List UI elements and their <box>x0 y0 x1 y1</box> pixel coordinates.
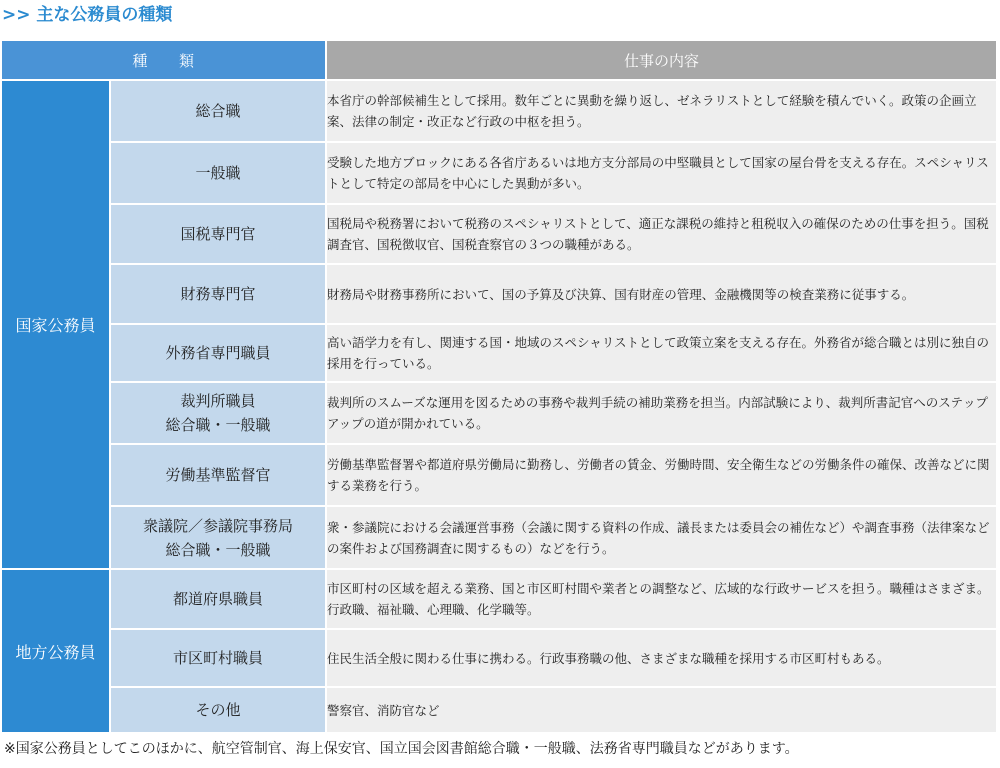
job-description: 労働基準監督署や都道府県労働局に勤務し、労働者の賃金、労働時間、安全衛生などの労働条件の確保、改善などに関する業務を行う。 <box>326 444 996 506</box>
table-row <box>2 444 996 506</box>
job-type: 外務省専門職員 <box>110 324 326 382</box>
table-row <box>2 569 996 629</box>
job-description: 国税局や税務署において税務のスペシャリストとして、適正な課税の維持と租税収入の確保のための仕事を担う。国税調査官、国税徴収官、国税査察官の３つの職種がある。 <box>326 204 996 264</box>
table-header-row <box>2 41 996 80</box>
table-row <box>2 204 996 264</box>
job-type: 衆議院／参議院事務局 総合職・一般職 <box>110 506 326 569</box>
table-row <box>2 382 996 444</box>
table-row <box>2 264 996 324</box>
job-description: 財務局や財務事務所において、国の予算及び決算、国有財産の管理、金融機関等の検査業務に従事する。 <box>326 264 996 324</box>
table-row <box>2 687 996 733</box>
job-type: 労働基準監督官 <box>110 444 326 506</box>
group-national: 国家公務員 <box>2 80 110 569</box>
job-description: 本省庁の幹部候補生として採用。数年ごとに異動を繰り返し、ゼネラリストとして経験を積んでいく。政策の企画立案、法律の制定・改正など行政の中枢を担う。 <box>326 80 996 142</box>
job-type: 市区町村職員 <box>110 629 326 687</box>
job-description: 受験した地方ブロックにある各省庁あるいは地方支分部局の中堅職員として国家の屋台骨を支える存在。スペシャリストとして特定の部局を中心にした異動が多い。 <box>326 142 996 204</box>
table-row <box>2 142 996 204</box>
job-type: 都道府県職員 <box>110 569 326 629</box>
civil-service-table <box>2 41 996 734</box>
job-description: 警察官、消防官など <box>326 687 996 733</box>
job-type: 一般職 <box>110 142 326 204</box>
table-row <box>2 324 996 382</box>
table-row <box>2 506 996 569</box>
footnote: ※国家公務員としてこのほかに、航空管制官、海上保安官、国立国会図書館総合職・一般職、法務省専門職員などがあります。 <box>4 741 799 757</box>
job-type: その他 <box>110 687 326 733</box>
job-description: 高い語学力を有し、関連する国・地域のスペシャリストとして政策立案を支える存在。外務省が総合職とは別に独自の採用を行っている。 <box>326 324 996 382</box>
job-description: 裁判所のスムーズな運用を図るための事務や裁判手続の補助業務を担当。内部試験により、裁判所書記官へのステップアップの道が開かれている。 <box>326 382 996 444</box>
header-type: 種 類 <box>2 41 326 80</box>
job-description: 住民生活全般に関わる仕事に携わる。行政事務職の他、さまざまな職種を採用する市区町村もある。 <box>326 629 996 687</box>
job-description: 衆・参議院における会議運営事務（会議に関する資料の作成、議長または委員会の補佐など）や調査事務（法律案などの案件および国務調査に関するもの）などを行う。 <box>326 506 996 569</box>
job-type: 財務専門官 <box>110 264 326 324</box>
job-type: 裁判所職員 総合職・一般職 <box>110 382 326 444</box>
job-type: 国税専門官 <box>110 204 326 264</box>
group-local: 地方公務員 <box>2 569 110 733</box>
table-row <box>2 629 996 687</box>
page-title: >> 主な公務員の種類 <box>2 5 173 25</box>
table-row <box>2 80 996 142</box>
header-content: 仕事の内容 <box>326 41 996 80</box>
job-type: 総合職 <box>110 80 326 142</box>
job-description: 市区町村の区域を超える業務、国と市区町村間や業者との調整など、広域的な行政サービスを担う。職種はさまざま。行政職、福祉職、心理職、化学職等。 <box>326 569 996 629</box>
